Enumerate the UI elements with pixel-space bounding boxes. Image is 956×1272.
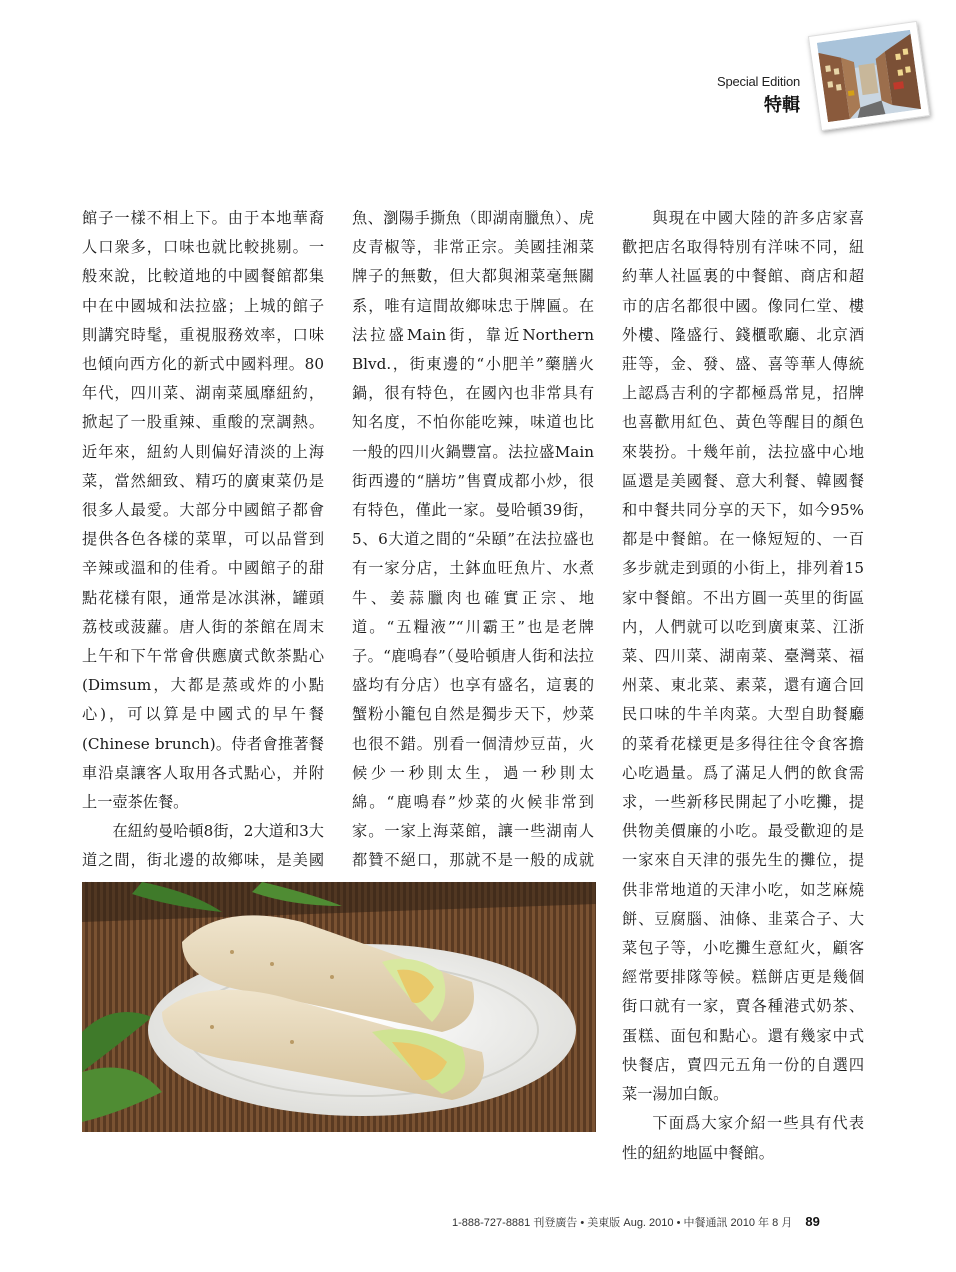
page-number: 89 — [805, 1214, 820, 1229]
section-header — [717, 74, 800, 117]
paragraph: 與現在中國大陸的許多店家喜歡把店名取得特別有洋味不同，紐約華人社區裏的中餐館、商店和超市的店名都很中國。像同仁堂、樓外樓、隆盛行、錢櫃歌廳、北京酒莊等，金、發、盛、喜等華人傳統上認爲吉利的字都極爲常見，招牌也喜歡用紅色、黃色等醒目的顏色來裝扮。十幾年前，法拉盛中心地區還是美國餐、意大利餐、韓國餐和中餐共同分享的天下，如今95%都是中餐館。在一條短短的、一百多步就走到頭的小街上，排列着15家中餐館。不出方圓一英里的街區内，人們就可以吃到廣東菜、江浙菜、四川菜、湖南菜、臺灣菜、福州菜、東北菜、素菜，還有適合回民口味的牛羊肉菜。大型自助餐廳的菜肴花樣更是多得往往令食客擔心吃過量。爲了滿足人們的飲食需求，一些新移民開起了小吃攤，提供物美價廉的小吃。最受歡迎的是一家來自天津的張先生的攤位，提供非常地道的天津小吃，如芝麻燒餅、豆腐腦、油條、韭菜合子、大菜包子等，小吃攤生意紅火，顧客經常要排隊等候。糕餅店更是幾個街口就有一家，賣各種港式奶茶、蛋糕、面包和點心。還有幾家中式快餐店，賣四元五角一份的自選四菜一湯加白飯。 — [622, 209, 864, 1104]
paragraph: 魚、瀏陽手撕魚（即湖南臘魚）、虎皮青椒等，非常正宗。美國挂湘菜牌子的無數，但大都與湘菜毫無關系，唯有這間故鄉味忠于牌匾。在法拉盛Main街，靠近Northern Blvd.，街東邊的“小肥羊”藥膳火鍋，很有特色，在國內也非常具有知名度，不怕你能吃辣，味道也比一般的四川火鍋豐富。法拉盛Main街西邊的“膳坊”售賣成都小炒，很有特色，僅此一家。曼哈頓39街，5、6大道之間的“朵頤”在法拉盛也有一家分店，土鉢血旺魚片、水煮牛、姜蒜臘肉也確實正宗、地道。“五糧液”“川霸王”也是老牌子。“鹿鳴春”（曼哈頓唐人街和法拉盛均有分店）也享有盛名，這裏的蟹粉小籠包自然是獨步天下，炒菜也很不錯。別看一個清炒豆苗，火候少一秒則太生，過一秒則太綿。“鹿鳴春”炒菜的火候非常到家。一家上海菜館，讓一些湖南人都贊不絕口，那就不是一般的成就 — [352, 209, 594, 870]
article-column-1 — [82, 204, 324, 905]
city-street-photo-icon — [808, 21, 930, 131]
paragraph: 館子一樣不相上下。由于本地華裔人口衆多，口味也就比較挑剔。一般來說，比較道地的中國餐館都集中在中國城和法拉盛；上城的館子則講究時髦，重視服務效率，口味也傾向西方化的新式中國料理。80年代，四川菜、湖南菜風靡紐約，掀起了一股重辣、重酸的烹調熱。近年來，紐約人則偏好清淡的上海菜，當然細致、精巧的廣東菜仍是很多人最愛。大部分中國館子都會提供各色各樣的菜單，可以品嘗到辛辣或溫和的佳肴。中國館子的甜點花樣有限，通常是冰淇淋，罐頭荔枝或菠蘿。唐人街的茶館在周末上午和下午常會供應廣式飲茶點心(Dimsum，大都是蒸或炸的小點心)，可以算是中國式的早午餐(Chinese brunch)。侍者會推著餐車沿桌讓客人取用各式點心，并附上一壺茶佐餐。 — [82, 209, 324, 812]
food-photo-wraps-on-plate — [82, 882, 596, 1132]
article-column-3 — [622, 204, 864, 1168]
section-label-en: Special Edition — [717, 74, 800, 89]
paragraph: 在紐約曼哈頓8街，2大道和3大道之間，街北邊的故鄉味，是美國 — [82, 822, 324, 870]
footer-text: 1-888-727-8881 刊登廣告 • 美東版 Aug. 2010 • 中餐通訊 2010 年 8 月 — [452, 1217, 793, 1229]
page-footer — [452, 1214, 820, 1230]
section-label-zh: 特輯 — [764, 95, 800, 116]
article-column-2 — [352, 204, 594, 905]
paragraph: 下面爲大家介紹一些具有代表性的紐約地區中餐館。 — [622, 1114, 864, 1162]
